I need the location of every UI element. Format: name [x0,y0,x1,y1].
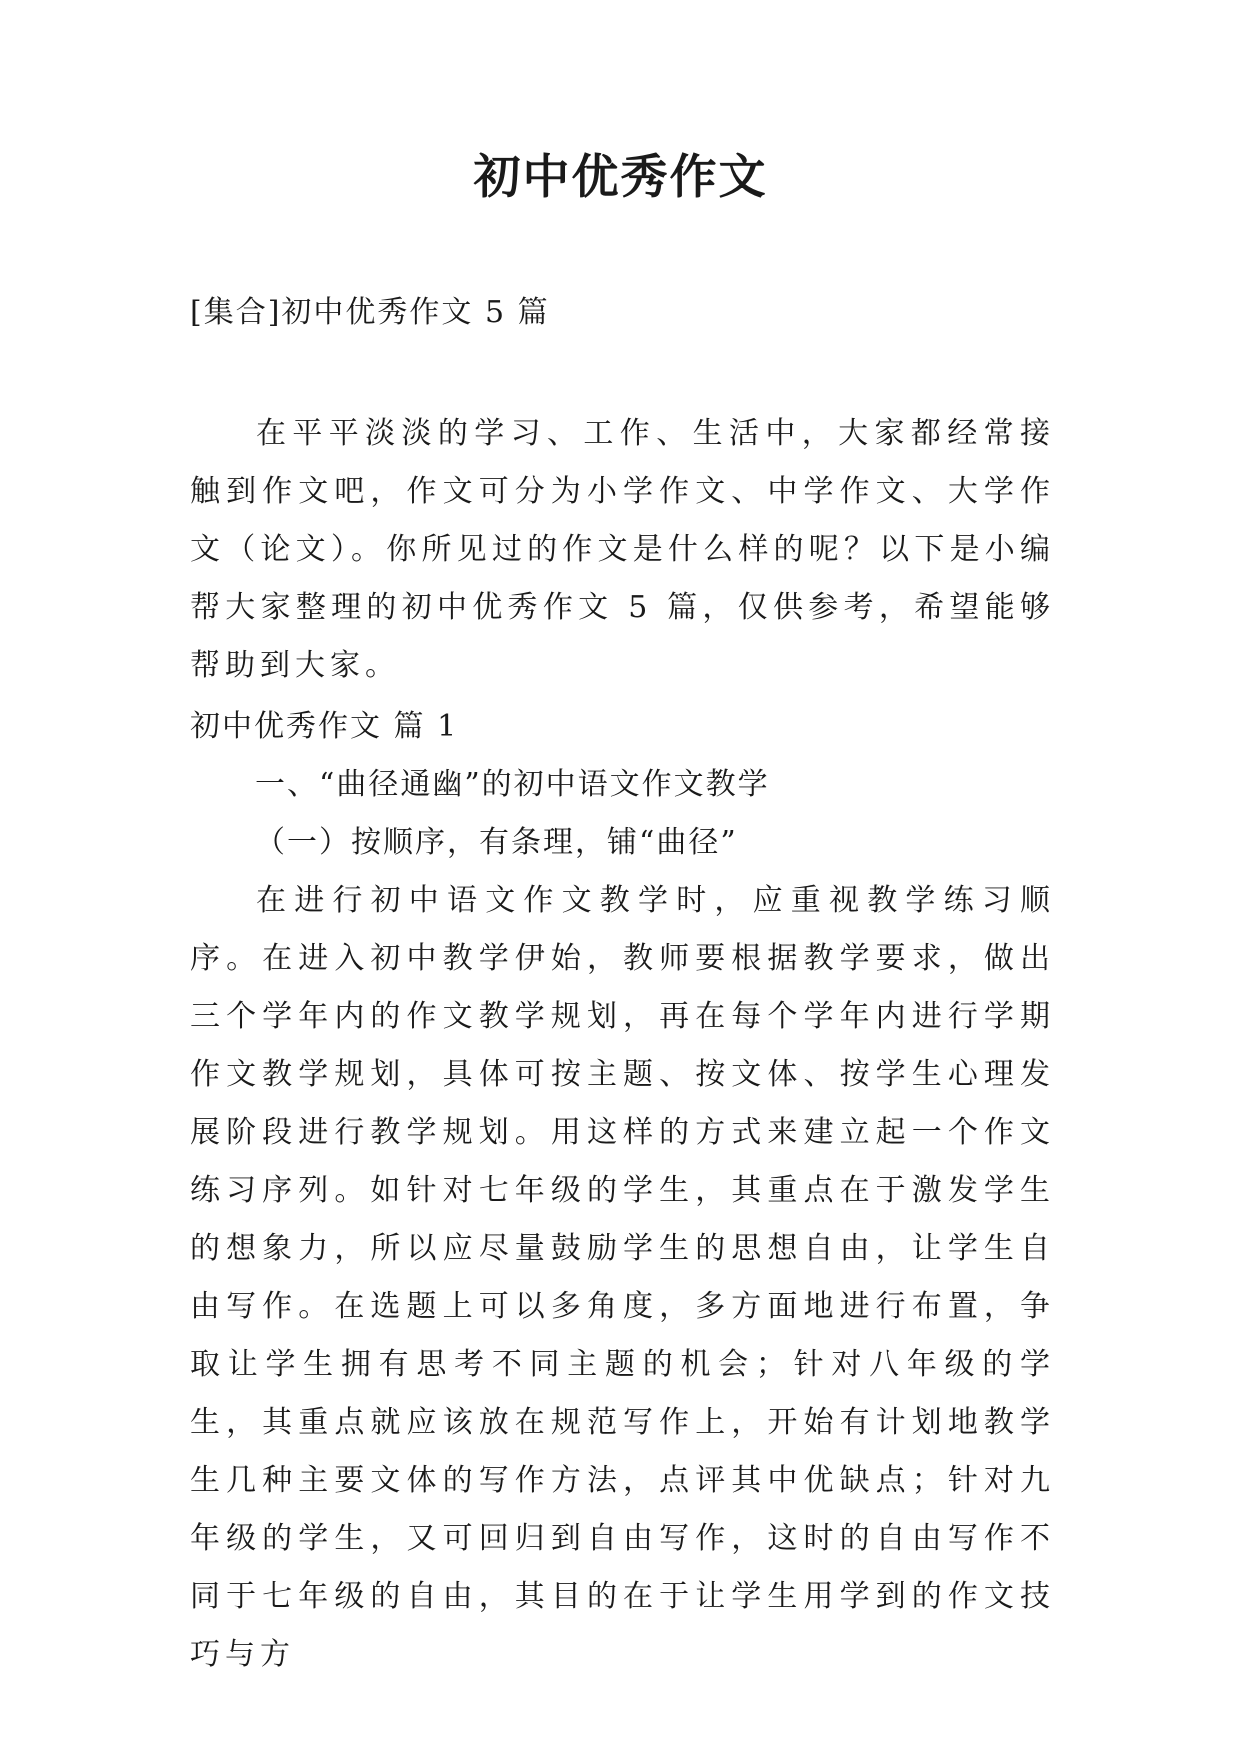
section-subsubheading: （一）按顺序，有条理，铺“曲径” [255,825,738,860]
section-heading: 初中优秀作文 篇 1 [190,709,459,744]
document-subtitle: [集合]初中优秀作文 5 篇 [190,295,550,330]
body-paragraph: 在进行初中语文作文教学时，应重视教学练习顺序。在进入初中教学伊始，教师要根据教学要求，做出三个学年内的作文教学规划，再在每个学年内进行学期作文教学规划，具体可按主题、按文体、按学生心理发展阶段进行教学规划。用这样的方式来建立起一个作文练习序列。如针对七年级的学生，其重点在于激发学生的想象力，所以应尽量鼓励学生的思想自由，让学生自由写作。在选题上可以多角度，多方面地进行布置，争取让学生拥有思考不同主题的机会；针对八年级的学生，其重点就应该放在规范写作上，开始有计划地教学生几种主要文体的写作方法，点评其中优缺点；针对九年级的学生，又可回归到自由写作，这时的自由写作不同于七年级的自由，其目的在于让学生用学到的作文技巧与方 [190,883,1055,1672]
document-title: 初中优秀作文 [473,150,768,205]
intro-paragraph: 在平平淡淡的学习、工作、生活中，大家都经常接触到作文吧，作文可分为小学作文、中学作文、大学作文（论文）。你所见过的作文是什么样的呢？以下是小编帮大家整理的初中优秀作文 5 篇，仅供参考，希望能够帮助到大家。 [190,416,1055,683]
section-subheading: 一、“曲径通幽”的初中语文作文教学 [255,767,770,802]
